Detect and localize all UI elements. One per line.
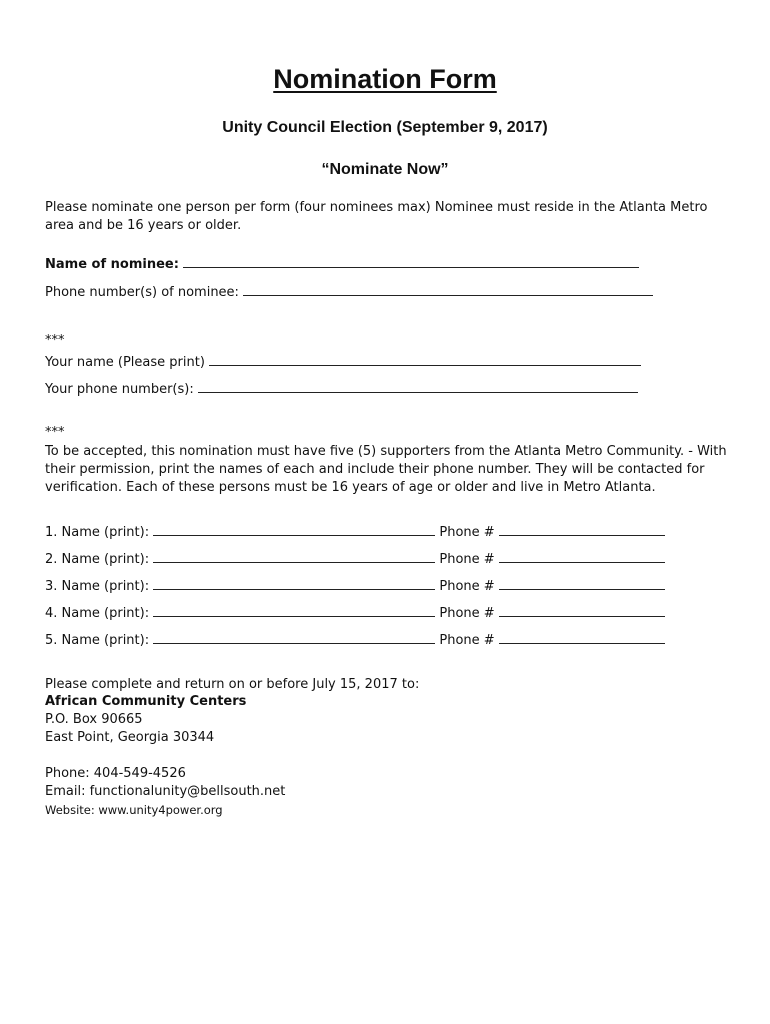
your-phone-row	[45, 379, 638, 399]
nominee-name-label: Name of nominee:	[45, 257, 179, 272]
supporter-row	[45, 549, 665, 569]
supporter-row	[45, 576, 665, 596]
city-line: East Point, Georgia 30344	[45, 730, 215, 745]
phone-line: Phone: 404-549-4526	[45, 766, 186, 781]
supporter-name-field[interactable]	[153, 549, 435, 563]
separator-2: ***	[45, 425, 65, 440]
supporter-name-field[interactable]	[153, 576, 435, 590]
supporter-row	[45, 522, 665, 542]
supporter-phone-field[interactable]	[499, 603, 665, 617]
website-line: Website: www.unity4power.org	[45, 803, 223, 817]
supporter-phone-field[interactable]	[499, 630, 665, 644]
organization-name: African Community Centers	[45, 694, 247, 709]
nominee-phone-field[interactable]	[243, 282, 653, 296]
supporter-name-field[interactable]	[153, 630, 435, 644]
form-title: Nomination Form	[273, 64, 497, 94]
form-motto: “Nominate Now”	[321, 161, 449, 178]
your-phone-label: Your phone number(s):	[45, 382, 194, 397]
your-name-row	[45, 352, 641, 372]
your-phone-field[interactable]	[198, 379, 638, 393]
separator-1: ***	[45, 333, 65, 348]
nominee-phone-label: Phone number(s) of nominee:	[45, 285, 239, 300]
form-subtitle: Unity Council Election (September 9, 2017)	[222, 119, 548, 136]
supporter-name-label: 3. Name (print):	[45, 579, 150, 594]
supporters-paragraph: To be accepted, this nomination must have five (5) supporters from the Atlanta Metro Community. - With their permission, print the names of each and include their phone number. They will be contacted for verification. Each of these persons must be 16 years of age or older and live in Metro Atlanta.	[45, 444, 727, 495]
supporter-phone-field[interactable]	[499, 522, 665, 536]
supporter-phone-label: Phone #	[439, 633, 495, 648]
your-name-label: Your name (Please print)	[45, 355, 205, 370]
supporter-phone-label: Phone #	[439, 579, 495, 594]
supporter-phone-label: Phone #	[439, 606, 495, 621]
intro-paragraph: Please nominate one person per form (four nominees max) Nominee must reside in the Atlanta Metro area and be 16 years or older.	[45, 200, 708, 233]
supporter-name-label: 1. Name (print):	[45, 525, 150, 540]
supporter-phone-label: Phone #	[439, 525, 495, 540]
email-line: Email: functionalunity@bellsouth.net	[45, 784, 286, 799]
nominee-name-field[interactable]	[183, 254, 639, 268]
supporter-name-field[interactable]	[153, 522, 435, 536]
return-instructions: Please complete and return on or before July 15, 2017 to:	[45, 677, 420, 692]
supporter-phone-field[interactable]	[499, 576, 665, 590]
supporter-name-label: 4. Name (print):	[45, 606, 150, 621]
supporter-phone-field[interactable]	[499, 549, 665, 563]
supporter-name-field[interactable]	[153, 603, 435, 617]
nominee-phone-row	[45, 282, 653, 302]
supporter-row	[45, 630, 665, 650]
po-box: P.O. Box 90665	[45, 712, 143, 727]
supporter-name-label: 2. Name (print):	[45, 552, 150, 567]
supporter-name-label: 5. Name (print):	[45, 633, 150, 648]
supporter-phone-label: Phone #	[439, 552, 495, 567]
nominee-name-row	[45, 254, 639, 274]
your-name-field[interactable]	[209, 352, 641, 366]
supporter-row	[45, 603, 665, 623]
